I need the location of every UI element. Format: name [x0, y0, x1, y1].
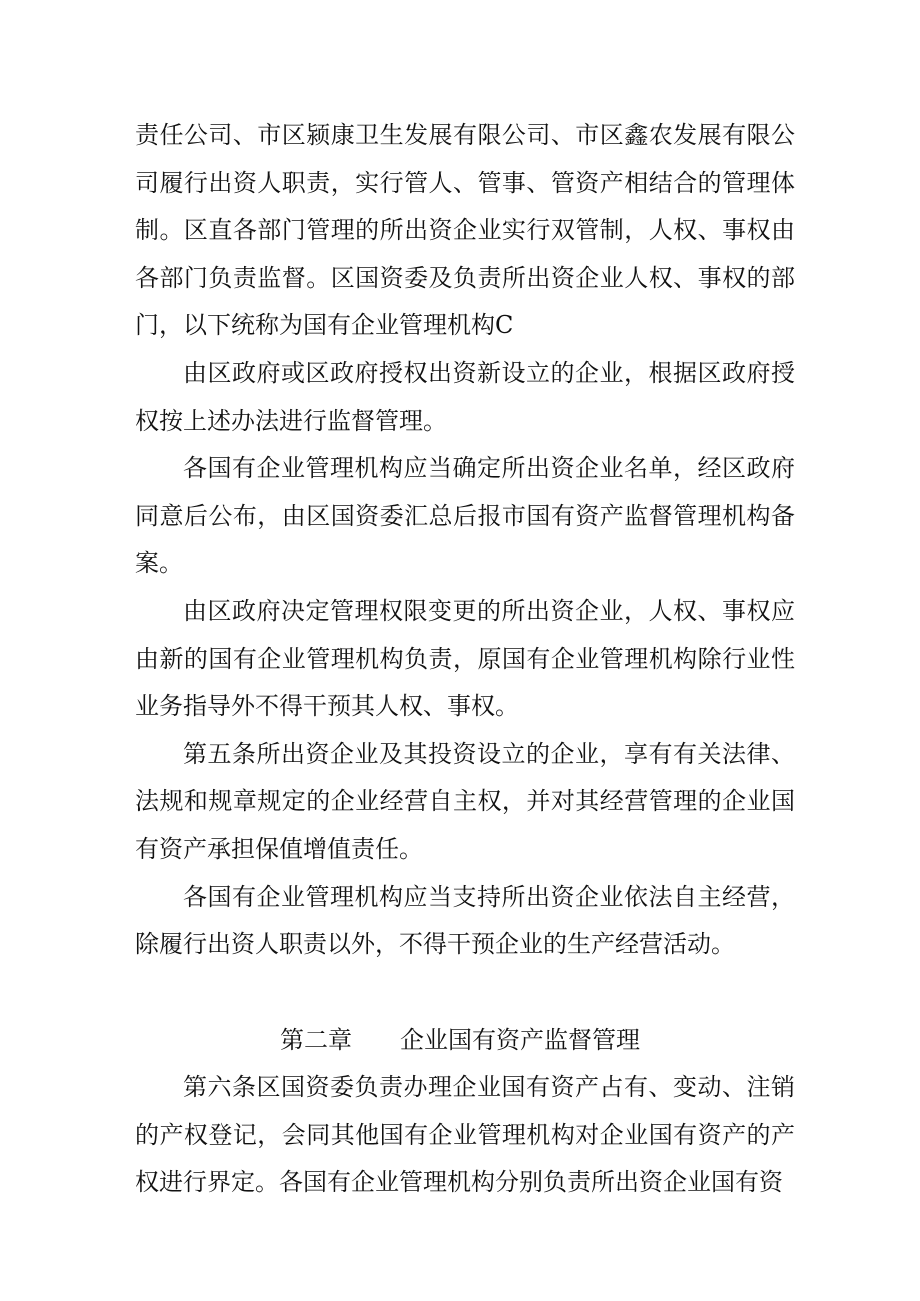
paragraph-article-6: 第六条区国资委负责办理企业国有资产占有、变动、注销的产权登记，会同其他国有企业管理机构对企业国有资产的产权进行界定。各国有企业管理机构分别负责所出资企业国有资 [135, 1073, 795, 1197]
paragraph: 由区政府或区政府授权出资新设立的企业，根据区政府授权按上述办法进行监督管理。 [135, 358, 795, 435]
paragraph-continued: 责任公司、市区颍康卫生发展有限公司、市区鑫农发展有限公司履行出资人职责，实行管人、管事、管资产相结合的管理体制。区直各部门管理的所出资企业实行双管制，人权、事权由各部门负责监督。区国资委及负责所出资企业人权、事权的部门，以下统称为国有企业管理机构C [135, 121, 795, 340]
chapter-heading: 第二章 企业国有资产监督管理 [280, 1025, 640, 1054]
document-body [135, 112, 795, 1207]
paragraph: 由区政府决定管理权限变更的所出资企业，人权、事权应由新的国有企业管理机构负责，原国有企业管理机构除行业性业务指导外不得干预其人权、事权。 [135, 596, 795, 721]
section-spacer [135, 969, 795, 1017]
paragraph: 各国有企业管理机构应当确定所出资企业名单，经区政府同意后公布，由区国资委汇总后报市国有资产监督管理机构备案。 [135, 454, 795, 578]
paragraph: 各国有企业管理机构应当支持所出资企业依法自主经营，除履行出资人职责以外，不得干预企业的生产经营活动。 [135, 882, 795, 959]
paragraph-article-5: 第五条所出资企业及其投资设立的企业，享有有关法律、法规和规章规定的企业经营自主权，并对其经营管理的企业国有资产承担保值增值责任。 [135, 739, 795, 863]
